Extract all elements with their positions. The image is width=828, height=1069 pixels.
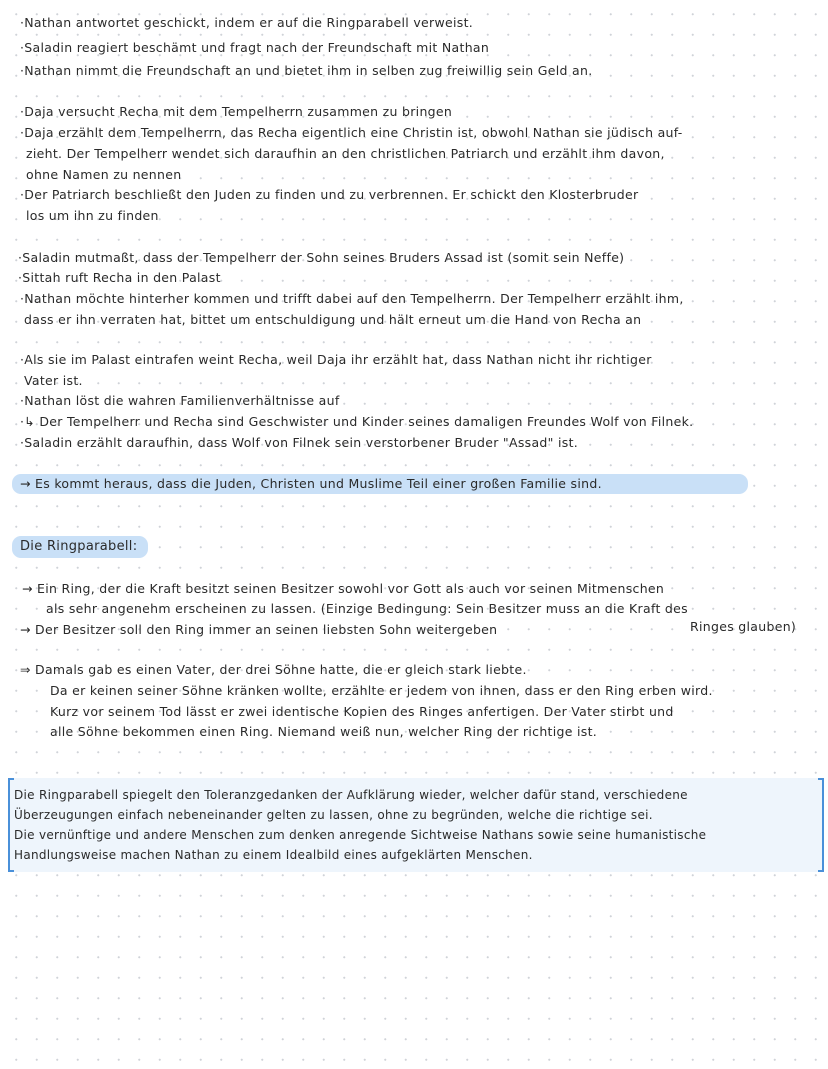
note-line: ·Daja erzählt dem Tempelherrn, das Recha eigentlich eine Christin ist, obwohl Nathan sie jüdisch auf- — [20, 125, 683, 140]
note-line: Da er keinen seiner Söhne kränken wollte, erzählte er jedem von ihnen, dass er den Ring erben wird. — [50, 683, 713, 698]
note-line: ·Saladin mutmaßt, dass der Tempelherr der Sohn seines Bruders Assad ist (somit sein Neffe) — [18, 250, 625, 265]
note-line: dass er ihn verraten hat, bittet um entschuldigung und hält erneut um die Hand von Recha an — [24, 312, 642, 327]
note-line: ·↳ Der Tempelherr und Recha sind Geschwister und Kinder seines damaligen Freundes Wolf von Filnek. — [20, 414, 694, 429]
note-line: zieht. Der Tempelherr wendet sich daraufhin an den christlichen Patriarch und erzählt ihm davon, — [26, 146, 665, 161]
note-line: ohne Namen zu nennen — [26, 167, 182, 182]
note-line: ·Sittah ruft Recha in den Palast — [18, 270, 221, 285]
note-line: ·Nathan antwortet geschickt, indem er auf die Ringparabell verweist. — [20, 15, 474, 30]
summary-line: Die Ringparabell spiegelt den Toleranzgedanken der Aufklärung wieder, welcher dafür stand, verschiedene — [14, 788, 688, 802]
note-line: → Der Besitzer soll den Ring immer an seinen liebsten Sohn weitergeben — [20, 622, 498, 637]
note-line: alle Söhne bekommen einen Ring. Niemand weiß nun, welcher Ring der richtige ist. — [50, 724, 598, 739]
note-line: Vater ist. — [24, 373, 83, 388]
note-line: → Ein Ring, der die Kraft besitzt seinen Besitzer sowohl vor Gott als auch vor seinen Mitmenschen — [22, 581, 665, 596]
note-line: ·Als sie im Palast eintrafen weint Recha, weil Daja ihr erzählt hat, dass Nathan nicht ihr richtiger — [20, 352, 652, 367]
note-line: Ringes glauben) — [690, 619, 797, 634]
summary-line: Handlungsweise machen Nathan zu einem Idealbild eines aufgeklärten Menschen. — [14, 848, 533, 862]
summary-line: Überzeugungen einfach nebeneinander gelten zu lassen, ohne zu begründen, welche die richtige sei. — [14, 808, 653, 822]
note-line: ·Saladin erzählt daraufhin, dass Wolf von Filnek sein verstorbener Bruder "Assad" ist. — [20, 435, 579, 450]
summary-line: Die vernünftige und andere Menschen zum denken anregende Sichtweise Nathans sowie seine humanistische — [14, 828, 707, 842]
note-line: ·Nathan möchte hinterher kommen und trifft dabei auf den Tempelherrn. Der Tempelherr erzählt ihm, — [20, 291, 684, 306]
conclusion-line: → Es kommt heraus, dass die Juden, Christen und Muslime Teil einer großen Familie sind. — [20, 476, 602, 491]
note-line: ·Der Patriarch beschließt den Juden zu finden und zu verbrennen. Er schickt den Klosterbruder — [20, 187, 639, 202]
note-line: ·Saladin reagiert beschämt und fragt nach der Freundschaft mit Nathan — [20, 40, 490, 55]
note-line: ·Nathan löst die wahren Familienverhältnisse auf — [20, 393, 340, 408]
note-line: ·Daja versucht Recha mit dem Tempelherrn zusammen zu bringen — [20, 104, 453, 119]
note-line: ⇒ Damals gab es einen Vater, der drei Söhne hatte, die er gleich stark liebte. — [20, 662, 527, 677]
note-line: ·Nathan nimmt die Freundschaft an und bietet ihm in selben zug freiwillig sein Geld an. — [20, 63, 593, 78]
summary-box — [8, 778, 824, 872]
section-title: Die Ringparabell: — [20, 539, 138, 554]
note-line: als sehr angenehm erscheinen zu lassen. (Einzige Bedingung: Sein Besitzer muss an die Kraft des — [46, 601, 688, 616]
note-line: los um ihn zu finden — [26, 208, 159, 223]
note-line: Kurz vor seinem Tod lässt er zwei identische Kopien des Ringes anfertigen. Der Vater stirbt und — [50, 704, 674, 719]
